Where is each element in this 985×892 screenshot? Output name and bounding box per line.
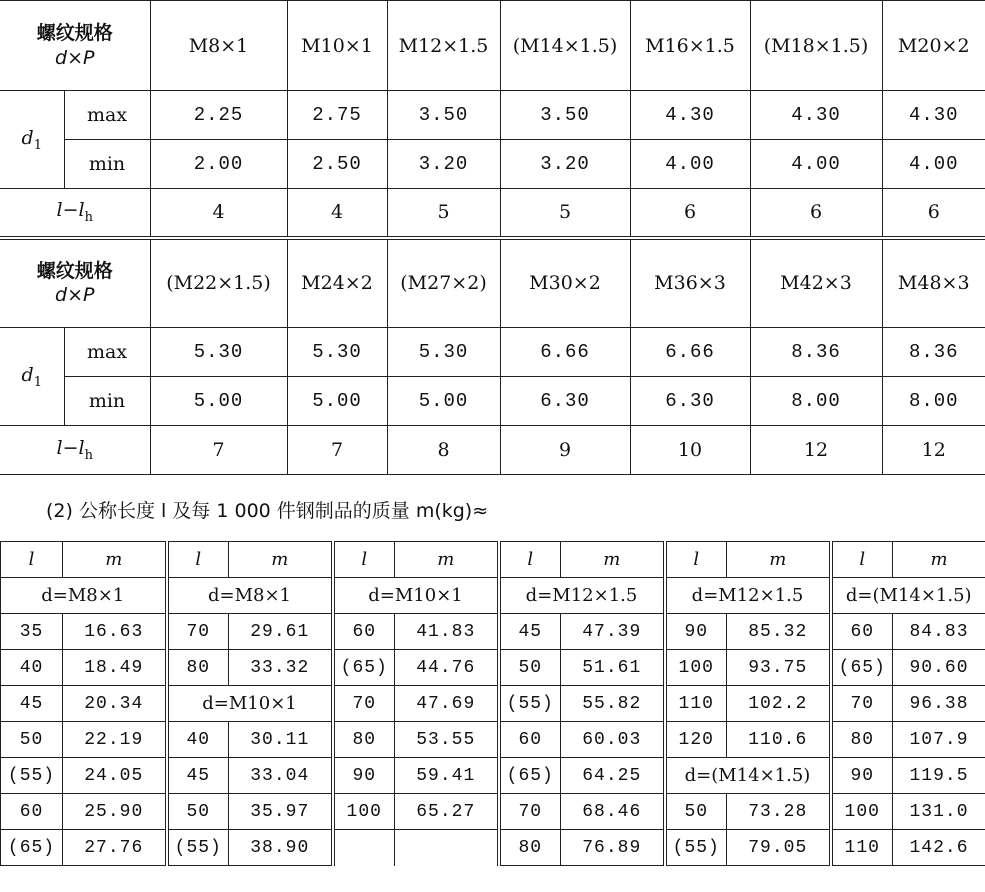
max-row	[0, 328, 985, 377]
spec-cell: M36×3	[630, 238, 750, 328]
l-value: 110	[665, 686, 727, 722]
spec-cell: M24×2	[287, 238, 387, 328]
max-value: 4.30	[882, 91, 985, 140]
m-value: 29.61	[229, 614, 333, 650]
spec-row	[0, 1, 985, 91]
d-spec-cell: d=M8×1	[167, 578, 333, 614]
min-value: 8.00	[882, 377, 985, 426]
m-value: 110.6	[727, 722, 831, 758]
min-value: 4.00	[750, 140, 882, 189]
table-caption: (2) 公称长度 l 及每 1 000 件钢制品的质量 m(kg)≈	[46, 500, 489, 522]
m-value: 44.76	[395, 650, 499, 686]
min-value: 3.20	[500, 140, 630, 189]
l-value: (65)	[831, 650, 893, 686]
l-lh-value: 12	[882, 426, 985, 475]
m-value	[395, 830, 499, 866]
table-row	[1, 686, 985, 722]
spec-cell: (M22×1.5)	[150, 238, 287, 328]
l-value: 80	[831, 722, 893, 758]
col-l-header: l	[1, 542, 63, 578]
min-value: 5.00	[287, 377, 387, 426]
spec-cell: M16×1.5	[630, 1, 750, 91]
spec-cell: M10×1	[287, 1, 387, 91]
min-label: min	[64, 377, 150, 426]
l-value: 100	[831, 794, 893, 830]
min-value: 4.00	[630, 140, 750, 189]
l-value: 80	[333, 722, 395, 758]
l-value: (65)	[333, 650, 395, 686]
l-value: 60	[1, 794, 63, 830]
max-label: max	[64, 328, 150, 377]
min-value: 6.30	[500, 377, 630, 426]
m-value: 41.83	[395, 614, 499, 650]
m-value: 51.61	[561, 650, 665, 686]
m-value: 142.6	[893, 830, 985, 866]
d1-sub: 1	[33, 374, 42, 390]
l-value: 120	[665, 722, 727, 758]
m-value: 47.69	[395, 686, 499, 722]
d-spec-cell: d=M10×1	[167, 686, 333, 722]
m-value: 60.03	[561, 722, 665, 758]
spec-cell: (M14×1.5)	[500, 1, 630, 91]
m-value: 96.38	[893, 686, 985, 722]
header-sub: d×P	[55, 46, 95, 69]
m-value: 102.2	[727, 686, 831, 722]
col-l-header: l	[499, 542, 561, 578]
table-row	[1, 722, 985, 758]
table-row	[1, 830, 985, 866]
m-value: 38.90	[229, 830, 333, 866]
d-spec-cell: d=(M14×1.5)	[665, 758, 831, 794]
d-spec-cell: d=(M14×1.5)	[831, 578, 985, 614]
spec-cell: M48×3	[882, 238, 985, 328]
m-value: 18.49	[63, 650, 167, 686]
l-value: 90	[665, 614, 727, 650]
m-value: 59.41	[395, 758, 499, 794]
m-value: 47.39	[561, 614, 665, 650]
m-value: 27.76	[63, 830, 167, 866]
l-value: 80	[499, 830, 561, 866]
m-value: 85.32	[727, 614, 831, 650]
col-l-header: l	[333, 542, 395, 578]
l-lh-value: 6	[882, 189, 985, 238]
spec-cell: M8×1	[150, 1, 287, 91]
m-value: 53.55	[395, 722, 499, 758]
col-l-header: l	[167, 542, 229, 578]
m-value: 68.46	[561, 794, 665, 830]
m-value: 84.83	[893, 614, 985, 650]
table-row	[1, 794, 985, 830]
thread-spec-header	[0, 1, 150, 91]
min-value: 4.00	[882, 140, 985, 189]
spec-cell: M42×3	[750, 238, 882, 328]
m-value: 33.04	[229, 758, 333, 794]
spec-cell: M20×2	[882, 1, 985, 91]
l-lh-value: 6	[630, 189, 750, 238]
m-value: 93.75	[727, 650, 831, 686]
m-value: 16.63	[63, 614, 167, 650]
m-value: 35.97	[229, 794, 333, 830]
d1-label: $d_1$	[0, 91, 64, 189]
col-m-header: m	[395, 542, 499, 578]
max-row	[0, 91, 985, 140]
l-value: 60	[333, 614, 395, 650]
header-label: 螺纹规格	[36, 21, 113, 44]
min-value: 3.20	[387, 140, 500, 189]
max-value: 3.50	[387, 91, 500, 140]
l-lh-value: 10	[630, 426, 750, 475]
l-value: 50	[499, 650, 561, 686]
l-lh-sub: h	[84, 447, 93, 463]
max-value: 6.66	[630, 328, 750, 377]
table-row	[1, 650, 985, 686]
l-value: 70	[499, 794, 561, 830]
table-row	[1, 578, 985, 614]
max-value: 2.75	[287, 91, 387, 140]
min-value: 5.00	[387, 377, 500, 426]
spec-cell: M30×2	[500, 238, 630, 328]
col-m-header: m	[63, 542, 167, 578]
l-value: 70	[333, 686, 395, 722]
l-lh-label: $l-l_h$	[0, 189, 150, 238]
max-value: 5.30	[287, 328, 387, 377]
l-value: 40	[167, 722, 229, 758]
spec-cell: (M27×2)	[387, 238, 500, 328]
col-m-header: m	[893, 542, 985, 578]
m-value: 33.32	[229, 650, 333, 686]
l-lh-value: 9	[500, 426, 630, 475]
table-row	[1, 542, 985, 578]
m-value: 79.05	[727, 830, 831, 866]
m-value: 24.05	[63, 758, 167, 794]
l-lh-value: 7	[287, 426, 387, 475]
l-lh-value: 12	[750, 426, 882, 475]
min-value: 8.00	[750, 377, 882, 426]
col-l-header: l	[831, 542, 893, 578]
d-spec-cell: d=M10×1	[333, 578, 499, 614]
col-l-header: l	[665, 542, 727, 578]
max-value: 8.36	[882, 328, 985, 377]
l-lh-value: 6	[750, 189, 882, 238]
m-value: 119.5	[893, 758, 985, 794]
l-value: (55)	[1, 758, 63, 794]
header-sub: d×P	[55, 284, 95, 307]
min-value: 5.00	[150, 377, 287, 426]
l-lh-value: 4	[150, 189, 287, 238]
l-lh-row	[0, 426, 985, 475]
mass-table	[0, 541, 985, 866]
l-value: 50	[167, 794, 229, 830]
table-row	[1, 614, 985, 650]
l-lh-value: 5	[387, 189, 500, 238]
l-lh-value: 7	[150, 426, 287, 475]
l-value: 50	[1, 722, 63, 758]
d-spec-cell: d=M12×1.5	[499, 578, 665, 614]
min-value: 2.50	[287, 140, 387, 189]
l-value: 40	[1, 650, 63, 686]
l-value: 60	[499, 722, 561, 758]
min-value: 6.30	[630, 377, 750, 426]
l-value: 100	[665, 650, 727, 686]
l-lh-value: 8	[387, 426, 500, 475]
l-value: 45	[499, 614, 561, 650]
l-value	[333, 830, 395, 866]
m-value: 64.25	[561, 758, 665, 794]
max-value: 4.30	[630, 91, 750, 140]
l-value: (55)	[665, 830, 727, 866]
l-value: (55)	[167, 830, 229, 866]
l-lh-sub: h	[84, 210, 93, 226]
spec-cell: (M18×1.5)	[750, 1, 882, 91]
l-value: 60	[831, 614, 893, 650]
m-value: 73.28	[727, 794, 831, 830]
max-value: 5.30	[150, 328, 287, 377]
l-value: (65)	[499, 758, 561, 794]
l-value: 70	[831, 686, 893, 722]
l-value: 45	[167, 758, 229, 794]
min-row	[0, 377, 985, 426]
max-value: 5.30	[387, 328, 500, 377]
m-value: 76.89	[561, 830, 665, 866]
spec-row	[0, 238, 985, 328]
d-spec-cell: d=M8×1	[1, 578, 167, 614]
l-value: 35	[1, 614, 63, 650]
col-m-header: m	[727, 542, 831, 578]
l-lh-value: 4	[287, 189, 387, 238]
l-value: 100	[333, 794, 395, 830]
l-value: 45	[1, 686, 63, 722]
max-value: 6.66	[500, 328, 630, 377]
m-value: 30.11	[229, 722, 333, 758]
m-value: 55.82	[561, 686, 665, 722]
l-value: 110	[831, 830, 893, 866]
col-m-header: m	[561, 542, 665, 578]
max-value: 8.36	[750, 328, 882, 377]
min-value: 2.00	[150, 140, 287, 189]
m-value: 131.0	[893, 794, 985, 830]
max-label: max	[64, 91, 150, 140]
l-lh-row	[0, 189, 985, 238]
d-spec-cell: d=M12×1.5	[665, 578, 831, 614]
l-lh-value: 5	[500, 189, 630, 238]
l-lh-label: $l-l_h$	[0, 426, 150, 475]
m-value: 90.60	[893, 650, 985, 686]
l-value: 90	[831, 758, 893, 794]
l-value: 90	[333, 758, 395, 794]
max-value: 2.25	[150, 91, 287, 140]
min-label: min	[64, 140, 150, 189]
thread-spec-header	[0, 238, 150, 328]
m-value: 22.19	[63, 722, 167, 758]
d1-sub: 1	[33, 137, 42, 153]
header-label: 螺纹规格	[36, 259, 113, 282]
m-value: 65.27	[395, 794, 499, 830]
table-row	[1, 758, 985, 794]
m-value: 25.90	[63, 794, 167, 830]
m-value: 20.34	[63, 686, 167, 722]
m-value: 107.9	[893, 722, 985, 758]
l-value: 80	[167, 650, 229, 686]
l-value: 70	[167, 614, 229, 650]
max-value: 3.50	[500, 91, 630, 140]
l-value: (55)	[499, 686, 561, 722]
max-value: 4.30	[750, 91, 882, 140]
l-value: 50	[665, 794, 727, 830]
l-value: (65)	[1, 830, 63, 866]
d1-label: $d_1$	[0, 328, 64, 426]
spec-cell: M12×1.5	[387, 1, 500, 91]
min-row	[0, 140, 985, 189]
col-m-header: m	[229, 542, 333, 578]
